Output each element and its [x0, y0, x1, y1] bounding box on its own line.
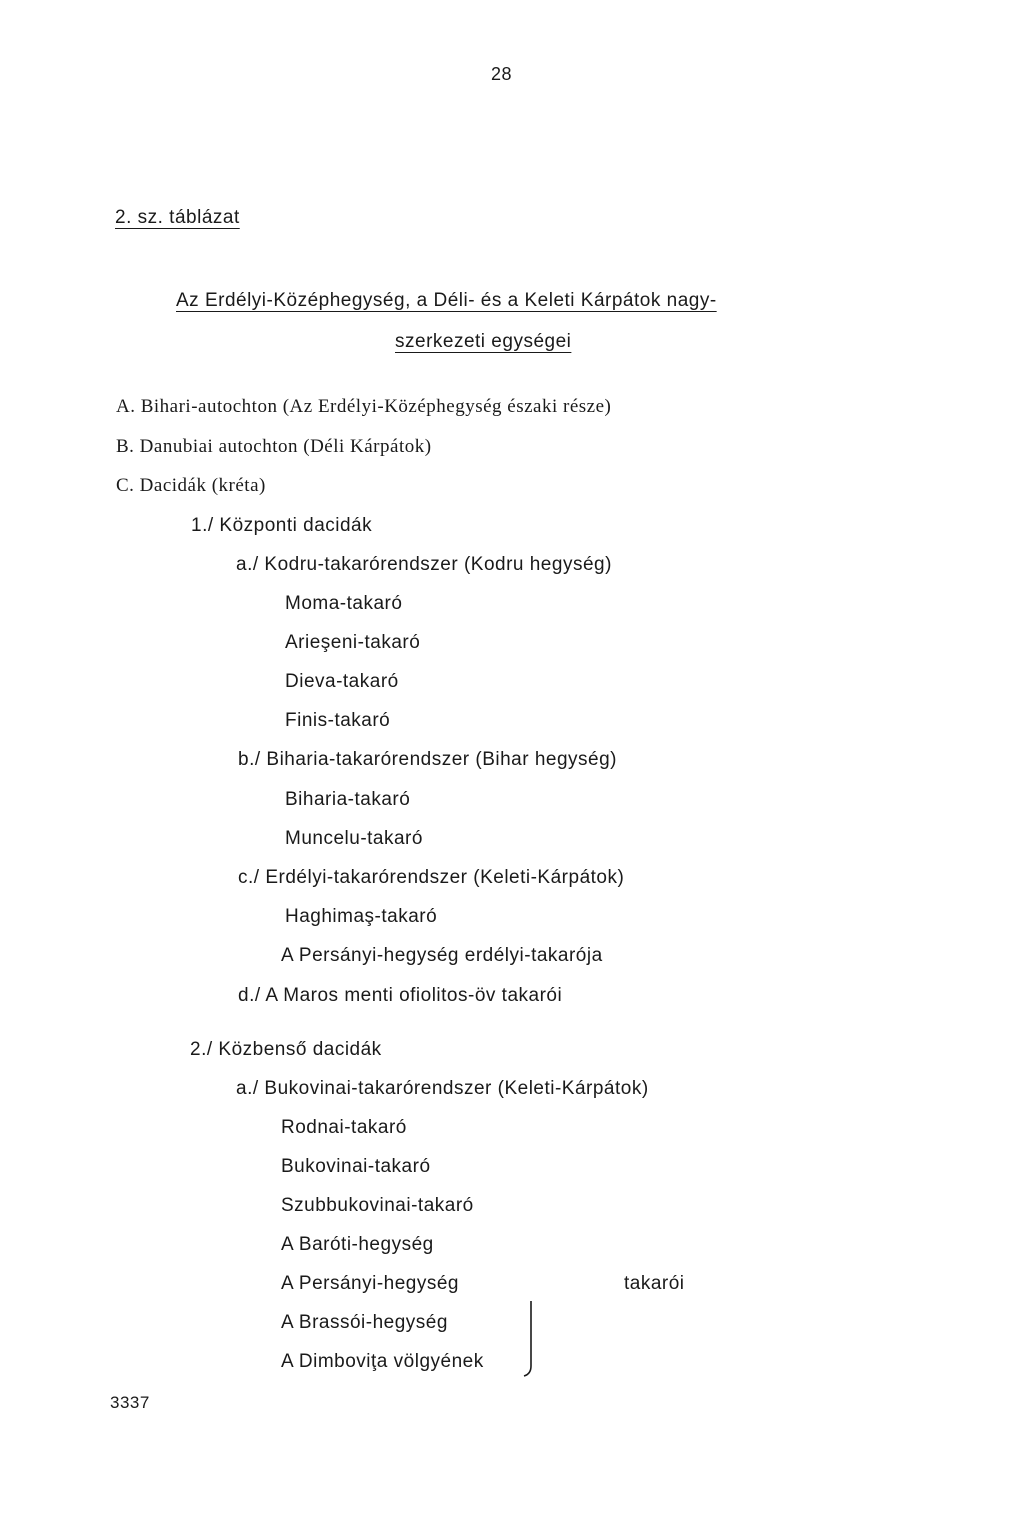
nappe-item: A Persányi-hegység erdélyi-takarója	[281, 945, 603, 966]
nappe-item: Arieşeni-takaró	[285, 632, 421, 653]
nappe-item: Bukovinai-takaró	[281, 1156, 431, 1177]
nappe-item: Rodnai-takaró	[281, 1117, 407, 1138]
nappe-item: A Baróti-hegység	[281, 1234, 434, 1255]
system-c-heading: c./ Erdélyi-takarórendszer (Keleti-Kárpátok)	[238, 867, 625, 888]
group-2-heading: 2./ Közbenső dacidák	[190, 1039, 382, 1060]
nappe-item: Finis-takaró	[285, 710, 391, 731]
table-title-line-1: Az Erdélyi-Középhegység, a Déli- és a Keleti Kárpátok nagy-	[176, 290, 717, 311]
table-title-line-2: szerkezeti egységei	[395, 331, 572, 352]
nappe-item: Moma-takaró	[285, 593, 403, 614]
group-1-heading: 1./ Központi dacidák	[191, 515, 373, 536]
nappe-item: Muncelu-takaró	[285, 828, 423, 849]
system-a-heading: a./ Kodru-takarórendszer (Kodru hegység)	[236, 554, 612, 575]
nappe-item: Szubbukovinai-takaró	[281, 1195, 474, 1216]
unit-b-line: B. Danubiai autochton (Déli Kárpátok)	[116, 436, 432, 457]
system-b-heading: b./ Biharia-takarórendszer (Bihar hegység)	[238, 749, 618, 770]
nappe-item: Dieva-takaró	[285, 671, 399, 692]
table-label: 2. sz. táblázat	[115, 207, 240, 228]
nappe-item: A Brassói-hegység	[281, 1312, 448, 1333]
grouping-bracket	[522, 1300, 536, 1378]
nappe-item: A Persányi-hegység	[281, 1273, 459, 1294]
unit-a-line: A. Bihari-autochton (Az Erdélyi-Középhegység északi része)	[116, 396, 612, 417]
nappe-item: Biharia-takaró	[285, 789, 411, 810]
footer-code: 3337	[110, 1393, 150, 1412]
nappe-item: A Dimboviţa völgyének	[281, 1351, 484, 1372]
system-a-heading: a./ Bukovinai-takarórendszer (Keleti-Kárpátok)	[236, 1078, 649, 1099]
system-d-heading: d./ A Maros menti ofiolitos-öv takarói	[238, 985, 563, 1006]
nappe-item: Haghimaş-takaró	[285, 906, 438, 927]
unit-c-line: C. Dacidák (kréta)	[116, 475, 266, 496]
page-number: 28	[491, 64, 513, 84]
bracket-label: takarói	[624, 1273, 685, 1294]
